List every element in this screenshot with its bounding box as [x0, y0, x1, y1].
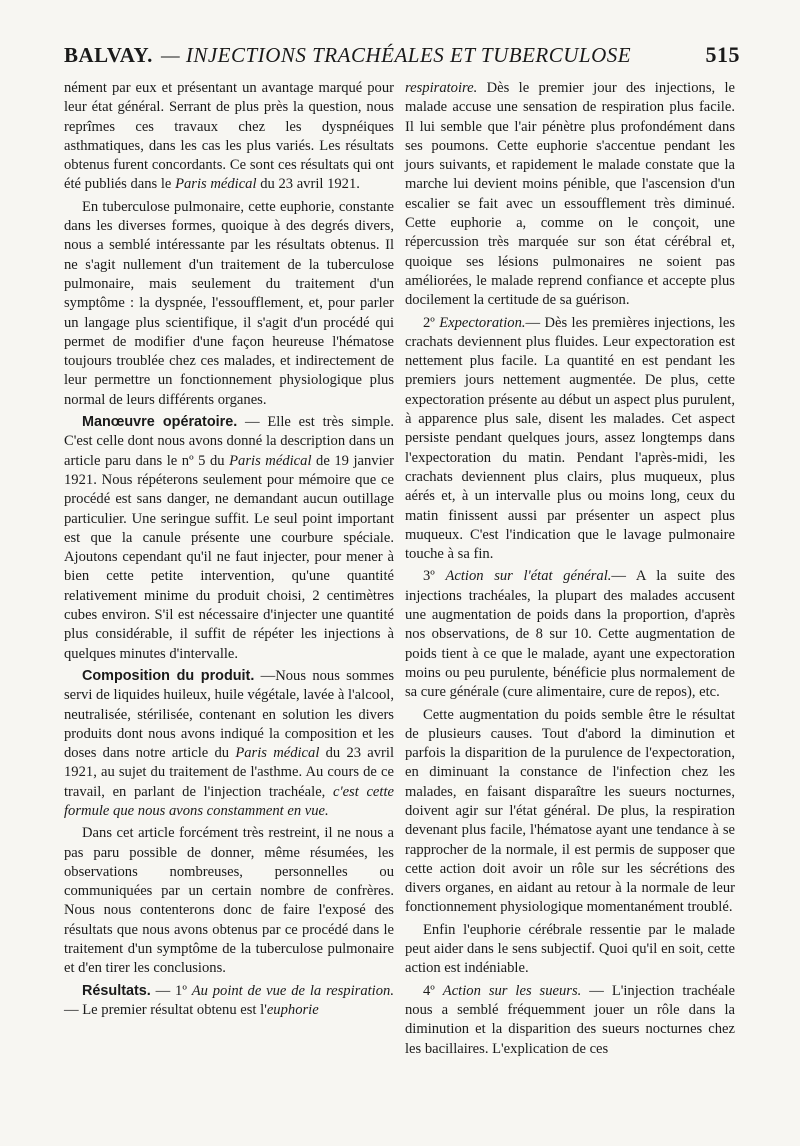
running-header	[64, 42, 740, 68]
section-heading-manoeuvre: Manœuvre opératoire.	[82, 414, 238, 431]
page-number: 515	[705, 42, 740, 67]
paragraph-respiration: respiratoire. Dès le premier jour des injections, le malade accuse une sensation de respiration plus facile. Il lui semble que l'air pénètre plus profondément dans ses poumons. Cette euphorie s'accentue pendant les jours suivants, et rapidement le malade constate que la marche lui devient moins pénible, que l'ascension d'un escalier se fait avec un essoufflement très diminué. Cette euphorie a, comme on le conçoit, une répercussion très marquée sur son état cérébral et, quoique ses lésions pulmonaires ne soient pas améliorées, le malade reprend confiance et accepte plus docilement la certitude de sa guérison.	[405, 80, 735, 309]
section-composition: Composition du produit. —Nous nous sommes servi de liquides huileux, huile végétale, lavée à l'alcool, neutralisée, stérilisée, contenant en solution les divers produits dont nous avons indiqué la composition et les doses dans notre article du Paris médical du 23 avril 1921, au sujet du traitement de l'asthme. Au cours de ce travail, en parlant de l'injection trachéale, c'est cette formule que nous avons constamment en vue.	[64, 667, 395, 819]
paragraph-euphorie: Enfin l'euphorie cérébrale ressentie par le malade peut aider dans le sens subjectif. Quoi qu'il en soit, cette action est indéniable.	[405, 921, 735, 977]
paragraph-sueurs: 4º Action sur les sueurs. — L'injection trachéale nous a semblé fréquemment jouer un rôle dans la diminution et la disparition des sueurs nocturnes chez les bacillaires. L'explication de ces	[405, 982, 736, 1057]
paragraph-etat-general: 3º Action sur l'état général.— A la suite des injections trachéales, la plupart des malades accusent une augmentation de poids dans la proportion, d'après nos observations, de 8 sur 10. Cette augmentation de poids tient à ce que le malade, ayant une expectoration moins ou peu purulente, bénéficie plus normalement de sa cure générale (cure alimentaire, cure de repos), etc.	[405, 568, 735, 701]
paragraph-intro: nément par eux et présentant un avantage marqué pour leur état général. Serrant de plus près la question, nous reprîmes ces travaux chez les dyspnéiques asthmatiques, dans les cas les plus variés. Les résultats obtenus furent concordants. Ce sont ces résultats qui ont été publiés dans le Paris médical du 23 avril 1921.	[64, 80, 394, 193]
paragraph-expectoration: 2º Expectoration.— Dès les premières injections, les crachats deviennent plus fluides. Leur expectoration est nettement plus facile. La quantité en est pendant les premiers jours nettement augmentée. De plus, cette expectoration présente au début un aspect plus purulent, à apparence plus sale, disent les malades. Cet aspect persiste pendant quelques jours, assez longtemps dans l'expectoration du matin. Pendant l'après-midi, les crachats deviennent plus clairs, plus muqueux, plus aérés et, à un intervalle plus ou moins long, ceux du matin finissent aussi par présenter un aspect plus muqueux. C'est l'indication que le lavage pulmonaire touche à sa fin.	[405, 314, 735, 563]
paragraph-article: Dans cet article forcément très restreint, il ne nous a pas paru possible de donner, même résumées, les observations nombreuses, personnelles ou communiquées par un certain nombre de confrères. Nous nous contenterons donc de faire l'exposé des résultats que nous avons obtenus par ce procédé dans le traitement d'un symptôme de la tuberculose pulmonaire et d'en tirer les conclusions.	[64, 825, 394, 977]
paragraph-poids: Cette augmentation du poids semble être le résultat de plusieurs causes. Tout d'abord la diminution et parfois la disparition de la purulence de l'expectoration, en diminuant la constance de l'infection chez les malades, en faisant disparaître les sueurs nocturnes, doivent agir sur l'état général. De plus, la respiration devenant plus facile, l'hématose ayant une tendance à se rapprocher de la normale, il est permis de supposer que cette action doit avoir un rôle sur les sécrétions des divers organes, en aidant au retour à la normale de leur fonctionnement physiologique momentanément troublé.	[405, 706, 735, 916]
section-heading-composition: Composition du produit.	[82, 667, 255, 684]
section-manoeuvre: Manœuvre opératoire. — Elle est très simple. C'est celle dont nous avons donné la description dans un article paru dans le nº 5 du Paris médical de 19 janvier 1921. Nous répéterons seulement pour mémoire que ce procédé est sans danger, ne demandant aucun outillage particulier. Une seringue suffit. Le seul point important est que la canule présente une courbure spéciale. Ajoutons cependant qu'il ne faut injecter, pour mener à bien cette petite intervention, qu'une quantité relativement minime du produit choisi, 2 centimètres cubes environ. S'il est nécessaire d'injecter une quantité plus considérable, il suffit de répéter les injections à quelques minutes d'intervalle.	[64, 414, 394, 662]
header-title: — INJECTIONS TRACHÉALES ET TUBERCULOSE	[160, 43, 632, 67]
header-author: BALVAY.	[64, 43, 153, 67]
paragraph-tuberculose: En tuberculose pulmonaire, cette euphorie, constante dans les diverses formes, quoique à des degrés divers, nous a semblé intéressante par les résultats obtenus. Il ne s'agit nullement d'un traitement de la tuberculose pulmonaire, mais seulement du traitement d'un symptôme : la dyspnée, l'essoufflement, et, pour parler un langage plus scientifique, il s'agit d'un procédé qui permet de modifier d'une façon heureuse l'hématose toujours troublée chez ces malades, et indirectement de leur permettre un fonctionnement physiologique plus normal de leurs différents organes.	[64, 198, 394, 408]
section-resultats: Résultats. — 1º Au point de vue de la respiration. — Le premier résultat obtenu est l'euphorie	[64, 982, 394, 1018]
right-column	[405, 79, 735, 1062]
left-column	[64, 79, 394, 1023]
section-heading-resultats: Résultats.	[82, 982, 151, 999]
